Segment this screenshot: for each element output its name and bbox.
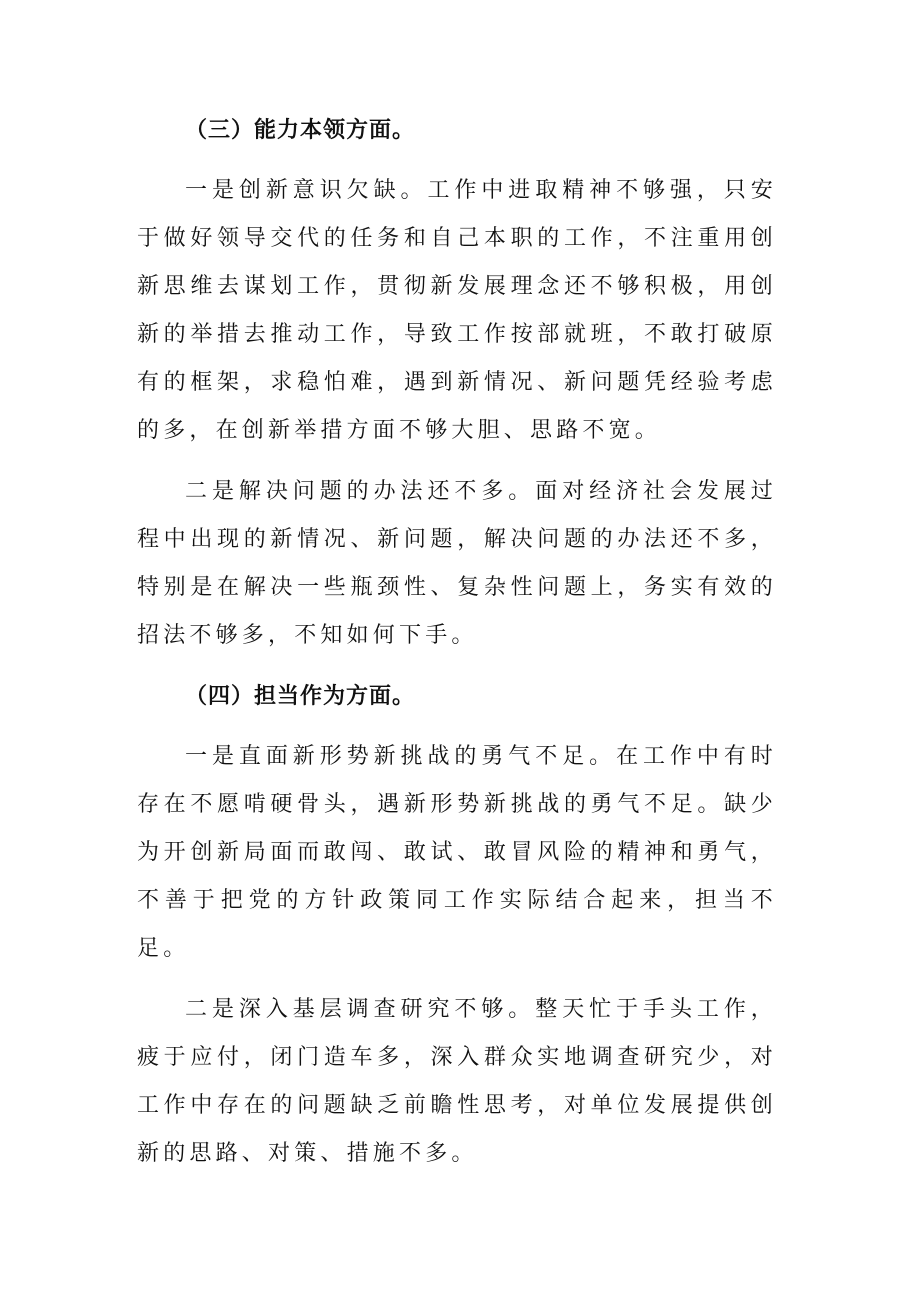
- section-heading-capability: （三）能力本领方面。: [185, 118, 416, 143]
- paragraph-innovation-awareness: 一是创新意识欠缺。工作中进取精神不够强，只安于做好领导交代的任务和自己本职的工作，不注重用创新思维去谋划工作，贯彻新发展理念还不够积极，用创新的举措去推动工作，导致工作按部就班，不敢打破原有的框架，求稳怕难，遇到新情况、新问题凭经验考虑的多，在创新举措方面不够大胆、思路不宽。: [137, 178, 777, 443]
- paragraph-problem-solving: 二是解决问题的办法还不多。面对经济社会发展过程中出现的新情况、新问题，解决问题的办法还不多，特别是在解决一些瓶颈性、复杂性问题上，务实有效的招法不够多，不知如何下手。: [137, 479, 777, 648]
- section-heading-responsibility: （四）担当作为方面。: [185, 684, 416, 709]
- paragraph-grassroots-research: 二是深入基层调查研究不够。整天忙于手头工作，疲于应付，闭门造车多，深入群众实地调查研究少，对工作中存在的问题缺乏前瞻性思考，对单位发展提供创新的思路、对策、措施不多。: [137, 997, 777, 1166]
- document-body: [137, 107, 777, 1178]
- paragraph-courage: 一是直面新形势新挑战的勇气不足。在工作中有时存在不愿啃硬骨头，遇新形势新挑战的勇气不足。缺少为开创新局面而敢闯、敢试、敢冒风险的精神和勇气，不善于把党的方针政策同工作实际结合起来，担当不足。: [137, 744, 777, 961]
